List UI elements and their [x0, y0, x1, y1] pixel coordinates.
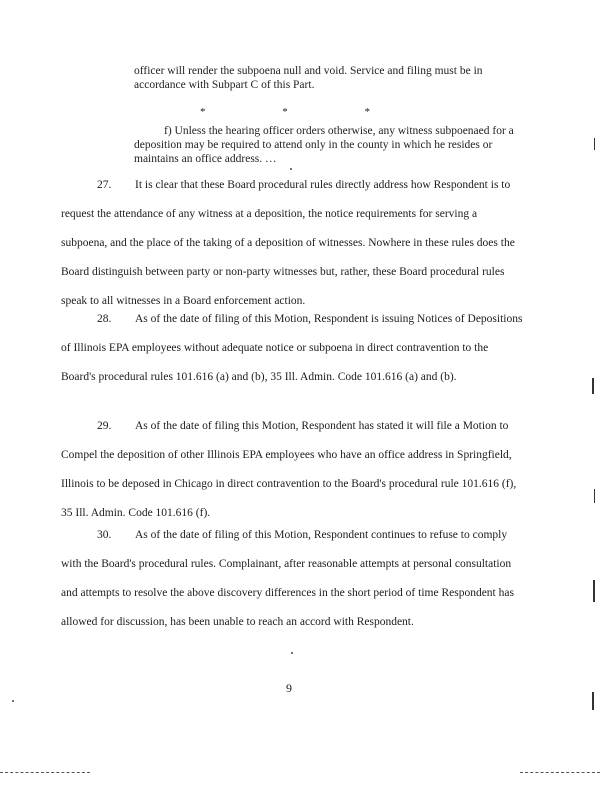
scan-edge-line	[520, 772, 600, 774]
paragraph-text: As of the date of filing of this Motion, Respondent continues to refuse to comply with the Board's procedural rules. Complainant, after reasonable attempts at personal consultation and attempts to resolve the above discovery differences in the short period of time Respondent has allowed for discussion, has been unable to reach an accord with Respondent.	[61, 529, 514, 628]
paragraph-number: 29.	[97, 420, 112, 432]
quoted-rule-text-1: officer will render the subpoena null and void. Service and filing must be in accordance with Subpart C of this Part.	[134, 65, 483, 91]
scan-speck	[290, 168, 292, 170]
page-number: 9	[286, 681, 292, 695]
asterisk: *	[364, 106, 370, 118]
asterisk: *	[282, 106, 288, 118]
paragraph-29	[61, 412, 523, 528]
scan-speck	[12, 700, 14, 702]
scan-artifact	[592, 692, 594, 710]
paragraph-number: 28.	[97, 313, 112, 325]
paragraph-30	[61, 521, 523, 637]
paragraph-28	[61, 305, 523, 392]
paragraph-number: 27.	[97, 179, 112, 191]
scan-speck	[291, 652, 293, 654]
paragraph-text: It is clear that these Board procedural rules directly address how Respondent is to request the attendance of any witness at a deposition, the notice requirements for serving a subpoena, and the place of the taking of a deposition of witnesses. Nowhere in these rules does the Board distinguish between party or non-party witnesses but, rather, these Board procedural rules speak to all witnesses in a Board enforcement action.	[61, 179, 515, 307]
asterisk: *	[200, 106, 206, 118]
scan-artifact	[593, 580, 595, 602]
scan-artifact	[594, 489, 595, 503]
paragraph-number: 30.	[97, 529, 112, 541]
scan-artifact	[592, 378, 594, 394]
paragraph-text: As of the date of filing of this Motion, Respondent is issuing Notices of Depositions of Illinois EPA employees without adequate notice or subpoena in direct contravention to the Board's procedural rules 101.616 (a) and (b), 35 Ill. Admin. Code 101.616 (a) and (b).	[61, 313, 523, 383]
paragraph-27	[61, 171, 523, 316]
omission-asterisks	[200, 106, 370, 118]
scan-edge-line	[0, 772, 90, 774]
paragraph-text: As of the date of filing this Motion, Respondent has stated it will file a Motion to Compel the deposition of other Illinois EPA employees who have an office address in Springfield, Illinois to be deposed in Chicago in direct contravention to the Board's procedural rule 101.616 (f), 35 Ill. Admin. Code 101.616 (f).	[61, 420, 517, 519]
quoted-rule-text-2: f) Unless the hearing officer orders otherwise, any witness subpoenaed for a deposition may be required to attend only in the county in which he resides or maintains an office address. …	[134, 125, 514, 165]
scan-artifact	[594, 138, 595, 150]
